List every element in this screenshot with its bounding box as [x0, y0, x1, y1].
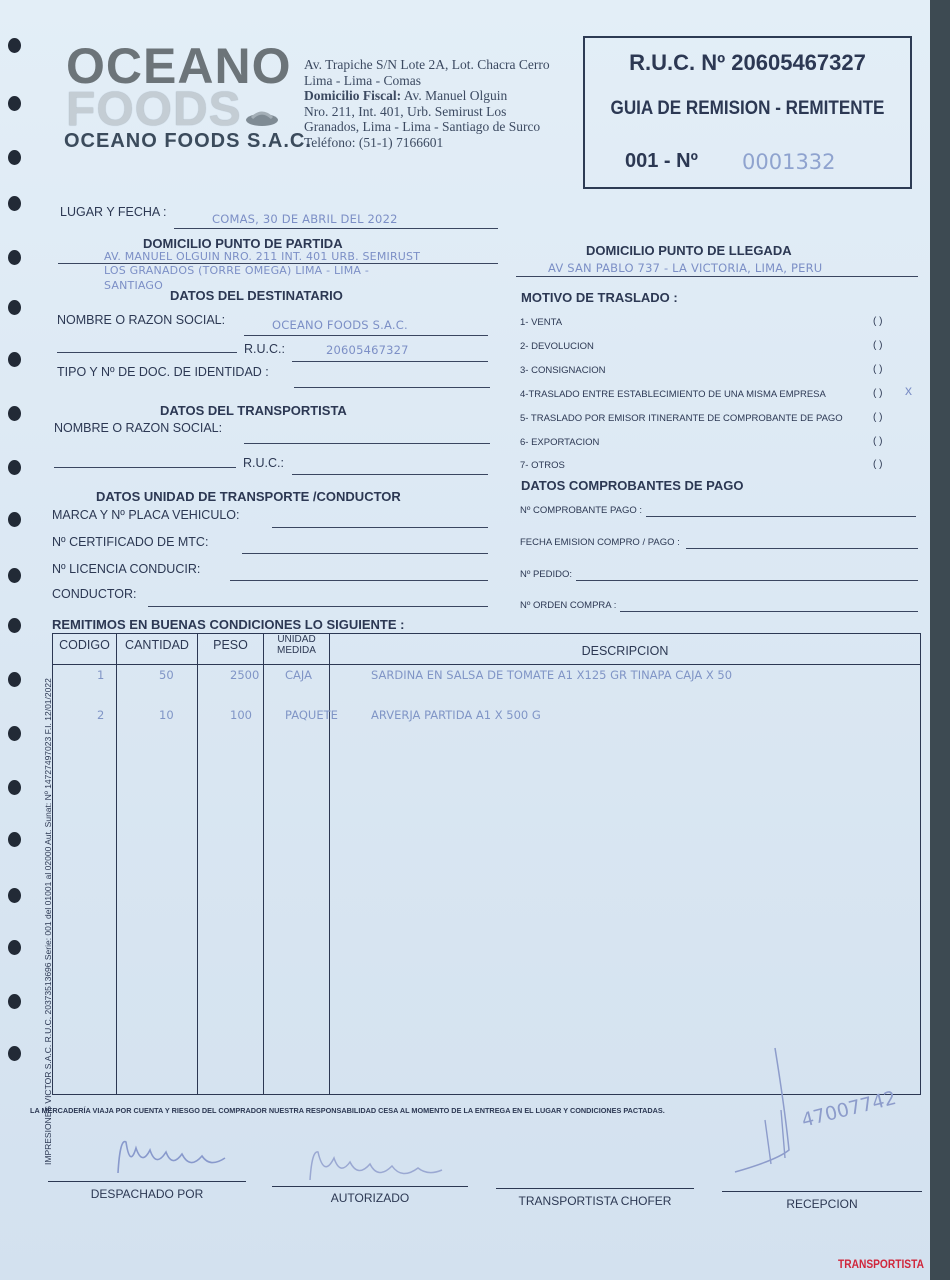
recepcion-handwritten: 47007742 [799, 1086, 899, 1132]
perforation-hole [8, 672, 21, 687]
motivo-option-checkbox[interactable]: ( ) [873, 388, 883, 399]
ruc-label: R.U.C.: [244, 342, 285, 356]
tipo-doc-line [294, 387, 490, 388]
perforation-hole [8, 832, 21, 847]
pedido-label: Nº PEDIDO: [520, 569, 573, 580]
partida-value-3: SANTIAGO [104, 279, 164, 292]
perforation-hole [8, 406, 21, 421]
logo-foods: FOODS [66, 83, 242, 136]
partida-value-1: AV. MANUEL OLGUIN NRO. 211 INT. 401 URB. SEMIRUST [104, 250, 421, 263]
razon-social-label: NOMBRE O RAZON SOCIAL: [57, 313, 226, 327]
col-divider [197, 634, 198, 1094]
lugar-fecha-label: LUGAR Y FECHA : [60, 205, 167, 219]
perforation-hole [8, 250, 21, 265]
perforation-hole [8, 38, 21, 53]
lugar-fecha-value: COMAS, 30 DE ABRIL DEL 2022 [212, 212, 398, 226]
comprobante-line [646, 516, 916, 517]
perforation-hole [8, 726, 21, 741]
perforation-hole [8, 568, 21, 583]
licencia-label: Nº LICENCIA CONDUCIR: [52, 562, 201, 576]
document-number: 0001332 [742, 150, 836, 174]
sig-label-transportista: TRANSPORTISTA CHOFER [518, 1194, 672, 1208]
conductor-label: CONDUCTOR: [52, 587, 137, 601]
fiscal-line-2: Nro. 211, Int. 401, Urb. Semirust Los [304, 103, 507, 119]
motivo-option-checkbox[interactable]: ( ) [873, 340, 883, 351]
perforation-hole [8, 150, 21, 165]
ruc-line [292, 361, 488, 362]
motivo-option-label: 4-TRASLADO ENTRE ESTABLECIMIENTO DE UNA MISMA EMPRESA [520, 389, 826, 400]
llegada-value: AV SAN PABLO 737 - LA VICTORIA, LIMA, PERU [548, 261, 823, 275]
partida-value-2: LOS GRANADOS (TORRE OMEGA) LIMA - LIMA - [104, 264, 370, 277]
table-header-divider [53, 664, 920, 665]
transp-ruc-left-line [54, 467, 236, 468]
transp-razon-label: NOMBRE O RAZON SOCIAL: [54, 421, 223, 435]
col-divider [263, 634, 264, 1094]
perforation-hole [8, 940, 21, 955]
cell-cantidad: 50 [159, 668, 174, 682]
llegada-header: DOMICILIO PUNTO DE LLEGADA [586, 243, 792, 258]
cell-peso: 2500 [230, 668, 260, 682]
transp-ruc-line [292, 474, 488, 475]
orden-line [620, 611, 918, 612]
sig-line-despachado [48, 1181, 246, 1182]
motivo-check-mark: x [905, 382, 912, 398]
orden-label: Nº ORDEN COMPRA : [520, 600, 617, 611]
company-address [304, 57, 584, 150]
fish-logo-icon [242, 106, 282, 128]
comprobantes-header: DATOS COMPROBANTES DE PAGO [521, 478, 744, 493]
copy-label: TRANSPORTISTA [838, 1257, 924, 1271]
ruc-box [583, 36, 912, 189]
sig-label-despachado: DESPACHADO POR [90, 1187, 204, 1201]
fiscal-label: Domicilio Fiscal: [304, 88, 402, 103]
table-title: REMITIMOS EN BUENAS CONDICIONES LO SIGUIENTE : [52, 617, 405, 632]
sig-line-recepcion [722, 1191, 922, 1192]
motivo-option-label: 1- VENTA [520, 317, 563, 328]
ruc-value: 20605467327 [326, 343, 409, 357]
cell-descripcion: SARDINA EN SALSA DE TOMATE A1 X125 GR TINAPA CAJA X 50 [371, 668, 733, 682]
transportista-header: DATOS DEL TRANSPORTISTA [160, 403, 347, 418]
cell-peso: 100 [230, 708, 252, 722]
cell-unidad: CAJA [285, 668, 312, 682]
perforation-hole [8, 994, 21, 1009]
marca-label: MARCA Y Nº PLACA VEHICULO: [52, 508, 240, 522]
tipo-doc-label: TIPO Y Nº DE DOC. DE IDENTIDAD : [57, 365, 269, 379]
col-divider [116, 634, 117, 1094]
ruc-left-line [57, 352, 237, 353]
unidad-header: DATOS UNIDAD DE TRANSPORTE /CONDUCTOR [96, 489, 401, 504]
destinatario-header: DATOS DEL DESTINATARIO [170, 288, 343, 303]
fecha-emision-line [686, 548, 918, 549]
fiscal-line-1: Av. Manuel Olguin [403, 88, 508, 103]
motivo-header: MOTIVO DE TRASLADO : [521, 290, 678, 305]
perforation-hole [8, 618, 21, 633]
llegada-line [516, 276, 918, 277]
marca-line [272, 527, 488, 528]
signature-autorizado-icon [300, 1136, 450, 1186]
cell-cantidad: 10 [159, 708, 174, 722]
motivo-option-checkbox[interactable]: ( ) [873, 436, 883, 447]
document-type: GUIA DE REMISION - REMITENTE [610, 98, 885, 119]
motivo-option-checkbox[interactable]: ( ) [873, 316, 883, 327]
header-unidad-l1: UNIDAD [277, 634, 316, 645]
motivo-option-checkbox[interactable]: ( ) [873, 412, 883, 423]
lugar-fecha-line [174, 228, 498, 229]
header-unidad-l2: MEDIDA [277, 645, 316, 656]
header-unidad [264, 634, 329, 656]
perforation-hole [8, 460, 21, 475]
mtc-line [242, 553, 488, 554]
header-codigo: CODIGO [59, 638, 110, 652]
perforation-hole [8, 352, 21, 367]
cell-descripcion: ARVERJA PARTIDA A1 X 500 G [371, 708, 541, 722]
items-table [52, 633, 921, 1095]
perforation-hole [8, 512, 21, 527]
address-line-2: Lima - Lima - Comas [304, 72, 421, 88]
motivo-option-label: 7- OTROS [520, 460, 565, 471]
perforation-hole [8, 300, 21, 315]
razon-social-value: OCEANO FOODS S.A.C. [272, 318, 408, 332]
perforation-hole [8, 888, 21, 903]
mtc-label: Nº CERTIFICADO DE MTC: [52, 535, 209, 549]
sig-label-recepcion: RECEPCION [786, 1197, 858, 1211]
conductor-line [148, 606, 488, 607]
disclaimer: LA MERCADERÍA VIAJA POR CUENTA Y RIESGO DEL COMPRADOR NUESTRA RESPONSABILIDAD CESA AL MOMENTO DE LA ENTREGA EN EL LUGAR Y CONDICIONES PACTADAS. [30, 1106, 665, 1115]
comprobante-label: Nº COMPROBANTE PAGO : [520, 505, 643, 516]
motivo-option-label: 5- TRASLADO POR EMISOR ITINERANTE DE COMPROBANTE DE PAGO [520, 413, 843, 424]
printer-note: IMPRESIONES VICTOR S.A.C. R.U.C. 20373513696 Serie: 001 del 01001 al 02000 Aut. Sunat: Nº 14727497023 F.I. 12/01/2022 [43, 678, 53, 1165]
header-descripcion: DESCRIPCION [581, 644, 669, 658]
cell-codigo: 1 [97, 668, 105, 682]
partida-header: DOMICILIO PUNTO DE PARTIDA [143, 236, 343, 251]
pedido-line [576, 580, 918, 581]
perforation-hole [8, 780, 21, 795]
transp-razon-line [244, 443, 490, 444]
sig-label-autorizado: AUTORIZADO [330, 1191, 410, 1205]
motivo-option-checkbox[interactable]: ( ) [873, 364, 883, 375]
header-cantidad: CANTIDAD [125, 638, 189, 652]
fiscal-address-line [304, 88, 584, 104]
cell-unidad: PAQUETE [285, 708, 338, 722]
phone: Teléfono: (51-1) 7166601 [304, 134, 444, 150]
motivo-option-checkbox[interactable]: ( ) [873, 459, 883, 470]
ruc-number: R.U.C. Nº 20605467327 [629, 50, 866, 75]
fecha-emision-label: FECHA EMISION COMPRO / PAGO : [520, 537, 680, 548]
motivo-option-label: 3- CONSIGNACION [520, 365, 606, 376]
perforation-hole [8, 196, 21, 211]
cell-codigo: 2 [97, 708, 105, 722]
logo-oceano: OCEANO [66, 38, 292, 94]
sig-line-autorizado [272, 1186, 468, 1187]
address-line-1: Av. Trapiche S/N Lote 2A, Lot. Chacra Cerro [304, 57, 550, 72]
perforation-hole [8, 1046, 21, 1061]
fiscal-line-3: Granados, Lima - Lima - Santiago de Surco [304, 119, 541, 134]
series-label: 001 - Nº [625, 150, 698, 172]
motivo-option-label: 6- EXPORTACION [520, 437, 600, 448]
company-name: OCEANO FOODS S.A.C. [64, 130, 312, 152]
perforation-hole [8, 96, 21, 111]
sig-line-transportista [496, 1188, 694, 1189]
signature-despachado-icon [110, 1128, 240, 1183]
motivo-option-label: 2- DEVOLUCION [520, 341, 594, 352]
transp-ruc-label: R.U.C.: [243, 456, 284, 470]
header-peso: PESO [213, 638, 248, 652]
col-divider [329, 634, 330, 1094]
licencia-line [230, 580, 488, 581]
razon-social-line [244, 335, 488, 336]
